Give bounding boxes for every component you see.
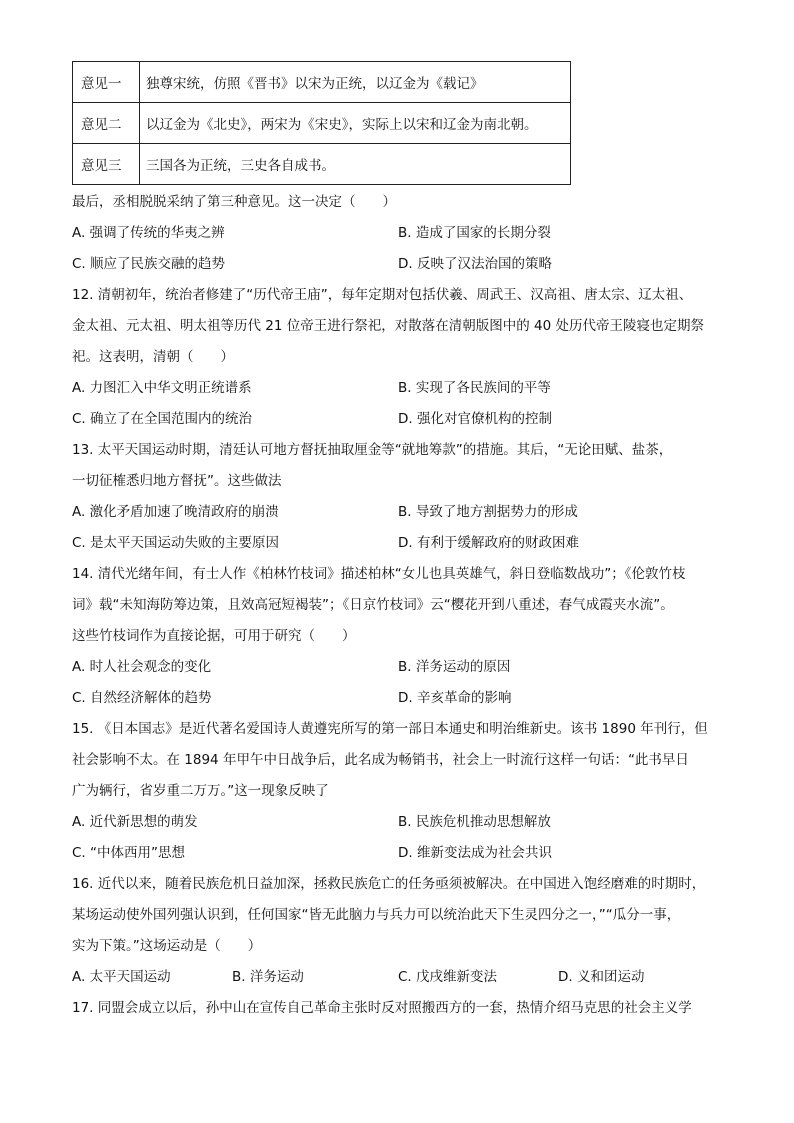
row-label: 意见二 xyxy=(73,103,140,144)
option-c[interactable]: C. 顺应了民族交融的趋势 xyxy=(72,256,226,272)
row-label: 意见一 xyxy=(73,62,140,103)
options-row xyxy=(72,683,732,714)
question-17 xyxy=(72,993,732,1024)
question-stem: 12. 清朝初年，统治者修建了“历代帝王庙”，每年定期对包括伏羲、周武王、汉高祖、唐太宗、辽太祖、 xyxy=(72,287,693,303)
option-d[interactable]: D. 反映了汉法治国的策略 xyxy=(398,256,552,272)
options-row xyxy=(72,249,732,280)
question-stem: 词》载“未知海防筹边策，且效高冠短褐装”；《日京竹枝词》云“樱花开到八重述，春气成霞夹水流”。 xyxy=(72,597,674,613)
question-12 xyxy=(72,280,732,435)
question-stem: 实为下策。”这场运动是（ ） xyxy=(72,938,262,954)
option-c[interactable]: C. 是太平天国运动失败的主要原因 xyxy=(72,535,280,551)
question-stem: 某场运动使外国列强认识到，任何国家“皆无此脑力与兵力可以统治此天下生灵四分之一，”“瓜分一事， xyxy=(72,907,681,923)
question-stem: 16. 近代以来，随着民族危机日益加深，拯救民族危亡的任务亟须被解决。在中国进入饱经磨难的时期时， xyxy=(72,876,706,892)
question-11 xyxy=(72,187,732,280)
question-stem: 14. 清代光绪年间，有士人作《柏林竹枝词》描述柏林“女儿也具英雄气，斜日登临数战功”；《伦敦竹枝 xyxy=(72,566,686,582)
row-text: 以辽金为《北史》，两宋为《宋史》，实际上以宋和辽金为南北朝。 xyxy=(140,103,571,144)
opinions-table xyxy=(72,61,571,185)
option-d[interactable]: D. 强化对官僚机构的控制 xyxy=(398,411,552,427)
option-a[interactable]: A. 太平天国运动 xyxy=(72,969,171,985)
option-b[interactable]: B. 洋务运动的原因 xyxy=(398,659,511,675)
option-c[interactable]: C. “中体西用”思想 xyxy=(72,845,185,861)
option-d[interactable]: D. 义和团运动 xyxy=(558,969,645,985)
option-c[interactable]: C. 戊戌维新变法 xyxy=(398,969,498,985)
question-stem: 祀。这表明，清朝（ ） xyxy=(72,349,234,365)
option-b[interactable]: B. 导致了地方割据势力的形成 xyxy=(398,504,578,520)
option-a[interactable]: A. 强调了传统的华夷之辨 xyxy=(72,225,225,241)
row-text: 三国各为正统，三史各自成书。 xyxy=(140,144,571,185)
option-a[interactable]: A. 激化矛盾加速了晚清政府的崩溃 xyxy=(72,504,279,520)
option-d[interactable]: D. 有利于缓解政府的财政困难 xyxy=(398,535,579,551)
row-label: 意见三 xyxy=(73,144,140,185)
option-a[interactable]: A. 力图汇入中华文明正统谱系 xyxy=(72,380,252,396)
table-row xyxy=(73,62,571,103)
option-b[interactable]: B. 实现了各民族间的平等 xyxy=(398,380,551,396)
row-text: 独尊宋统，仿照《晋书》以宋为正统，以辽金为《载记》 xyxy=(140,62,571,103)
question-stem: 最后，丞相脱脱采纳了第三种意见。这一决定（ ） xyxy=(72,194,396,210)
options-row xyxy=(72,218,732,249)
option-a[interactable]: A. 近代新思想的萌发 xyxy=(72,814,198,830)
option-d[interactable]: D. 辛亥革命的影响 xyxy=(398,690,512,706)
question-14 xyxy=(72,559,732,714)
options-row xyxy=(72,652,732,683)
options-row xyxy=(72,497,732,528)
question-13 xyxy=(72,435,732,559)
exam-page xyxy=(72,61,732,1024)
option-b[interactable]: B. 民族危机推动思想解放 xyxy=(398,814,551,830)
table-row xyxy=(73,103,571,144)
question-stem: 社会影响不太。在 1894 年甲午中日战争后，此名成为畅销书，社会上一时流行这样一句话：“此书早日 xyxy=(72,752,689,768)
option-a[interactable]: A. 时人社会观念的变化 xyxy=(72,659,212,675)
question-stem: 13. 太平天国运动时期，清廷认可地方督抚抽取厘金等“就地筹款”的措施。其后，“无论田赋、盐茶， xyxy=(72,442,673,458)
question-stem: 一切征榷悉归地方督抚”。这些做法 xyxy=(72,473,282,489)
options-row xyxy=(72,404,732,435)
option-b[interactable]: B. 造成了国家的长期分裂 xyxy=(398,225,551,241)
options-row xyxy=(72,528,732,559)
question-15 xyxy=(72,714,732,869)
options-row xyxy=(72,807,732,838)
table-row xyxy=(73,144,571,185)
question-stem: 15. 《日本国志》是近代著名爱国诗人黄遵宪所写的第一部日本通史和明治维新史。该书 1890 年刊行，但 xyxy=(72,721,708,737)
question-stem: 金太祖、元太祖、明太祖等历代 21 位帝王进行祭祀，对散落在清朝版图中的 40 处历代帝王陵寝也定期祭 xyxy=(72,318,705,334)
option-b[interactable]: B. 洋务运动 xyxy=(232,969,304,985)
question-stem: 17. 同盟会成立以后，孙中山在宣传自己革命主张时反对照搬西方的一套，热情介绍马克思的社会主义学 xyxy=(72,1000,692,1016)
question-16 xyxy=(72,869,732,993)
question-stem: 这些竹枝词作为直接论据，可用于研究（ ） xyxy=(72,628,356,644)
option-d[interactable]: D. 维新变法成为社会共识 xyxy=(398,845,552,861)
options-row xyxy=(72,962,732,993)
options-row xyxy=(72,373,732,404)
option-c[interactable]: C. 确立了在全国范围内的统治 xyxy=(72,411,253,427)
options-row xyxy=(72,838,732,869)
question-stem: 广为辆行，省岁重二万万。”这一现象反映了 xyxy=(72,783,329,799)
option-c[interactable]: C. 自然经济解体的趋势 xyxy=(72,690,212,706)
